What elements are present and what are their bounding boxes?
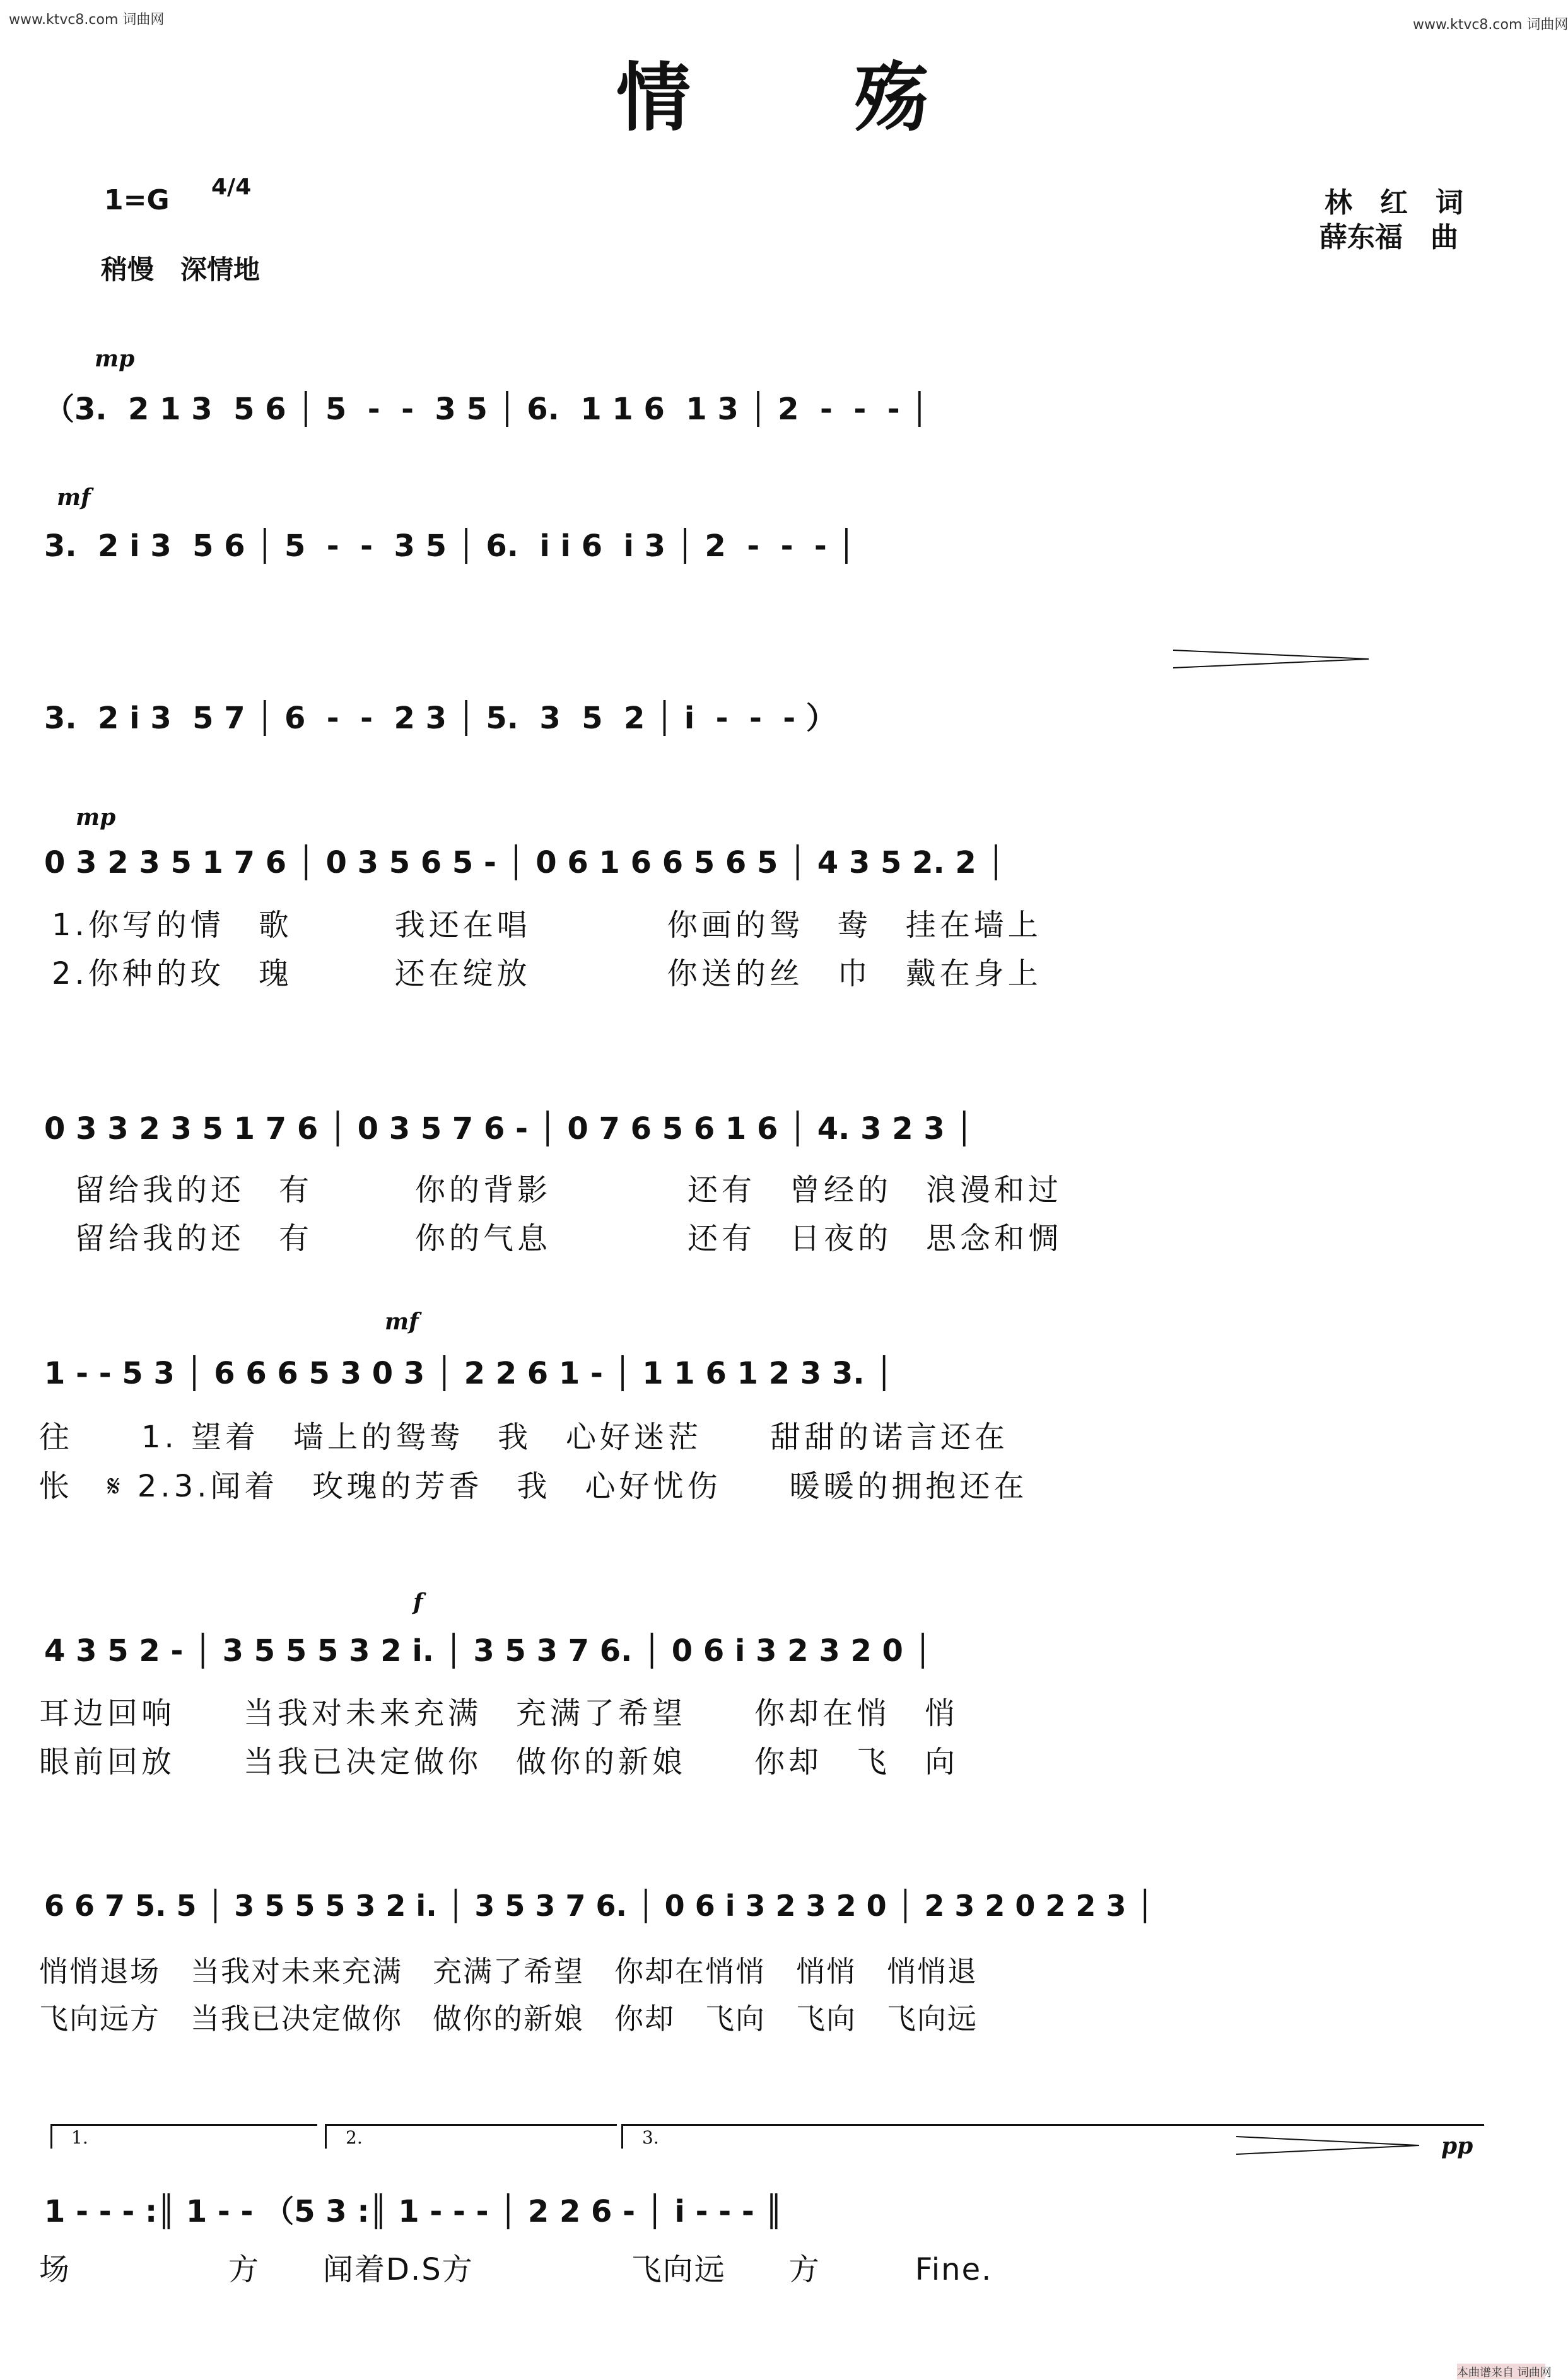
volta-bracket-2 [325, 2124, 617, 2149]
lyrics-verse-1: 悄悄退场 当我对未来充满 充满了希望 你却在悄悄 悄悄 悄悄退 [39, 1954, 978, 1988]
lyrics-verse-1: 1.你写的情 歌 我还在唱 你画的鸳 鸯 挂在墙上 [52, 907, 1042, 943]
key-signature: 1=G [104, 184, 170, 216]
decrescendo-hairpin [1236, 2132, 1425, 2157]
lyrics-verse-1: 留给我的还 有 你的背影 还有 曾经的 浪漫和过 [74, 1172, 1063, 1208]
song-title: 情殇 [616, 54, 1093, 141]
lyrics-verse-1: 场 方 闻着D.S方 飞向远 方 Fine. [39, 2252, 993, 2287]
lyrics-verse-1: 耳边回响 当我对未来充满 充满了希望 你却在悄 悄 [39, 1696, 959, 1731]
lyrics-verse-2: 2.你种的玫 瑰 还在绽放 你送的丝 巾 戴在身上 [52, 956, 1042, 991]
lyrics-verse-2: 留给我的还 有 你的气息 还有 日夜的 思念和惆 [74, 1221, 1063, 1256]
volta-bracket-1 [50, 2124, 317, 2149]
lyricist-credit: 林 红 词 [1325, 187, 1463, 219]
dynamic-mark: pp [1441, 2133, 1473, 2159]
time-signature: 4/4 [211, 174, 252, 200]
volta-label: 3. [642, 2127, 659, 2148]
notation-line: 4 3 5 2 - │ 3 5 5 5 3 2 i. │ 3 5 3 7 6. │ 0 6 i 3 2 3 2 0 │ [44, 1633, 932, 1669]
dynamic-mark: mp [95, 346, 135, 372]
lyrics-verse-2: 眼前回放 当我已决定做你 做你的新娘 你却 飞 向 [39, 1744, 959, 1780]
notation-line: 3. 2 i 3 5 7 │ 6 - - 2 3 │ 5. 3 5 2 │ i - - - ） [44, 701, 836, 736]
dynamic-mark: mf [57, 484, 91, 511]
lyrics-verse-2: 怅 𝄋 2.3.闻着 玫瑰的芳香 我 心好忧伤 暖暖的拥抱还在 [39, 1469, 1028, 1504]
footer-source: 本曲谱来自 词曲网 [1457, 2366, 1552, 2379]
notation-line: 3. 2 i 3 5 6 │ 5 - - 3 5 │ 6. i i 6 i 3 │ 2 - - - │ [44, 528, 856, 564]
site-watermark-right: www.ktvc8.com 词曲网 [1413, 17, 1568, 33]
volta-label: 1. [71, 2127, 88, 2148]
dynamic-mark: f [413, 1589, 423, 1616]
volta-label: 2. [346, 2127, 363, 2148]
lyrics-verse-1: 往 1. 望着 墙上的鸳鸯 我 心好迷茫 甜甜的诺言还在 [39, 1420, 1009, 1455]
notation-line: 0 3 2 3 5 1 7 6 │ 0 3 5 6 5 - │ 0 6 1 6 6 5 6 5 │ 4 3 5 2. 2 │ [44, 845, 1005, 880]
notation-line: 6 6 7 5. 5 │ 3 5 5 5 3 2 i. │ 3 5 3 7 6. │ 0 6 i 3 2 3 2 0 │ 2 3 2 0 2 2 3 │ [44, 1889, 1154, 1923]
notation-line: 1 - - 5 3 │ 6 6 6 5 3 0 3 │ 2 2 6 1 - │ 1 1 6 1 2 3 3. │ [44, 1356, 894, 1391]
notation-line: 0 3 3 2 3 5 1 7 6 │ 0 3 5 7 6 - │ 0 7 6 5 6 1 6 │ 4. 3 2 3 │ [44, 1111, 974, 1146]
dynamic-mark: mp [76, 804, 116, 831]
dynamic-mark: mf [385, 1309, 419, 1335]
tempo-marking: 稍慢 深情地 [101, 254, 260, 285]
site-watermark-left: www.ktvc8.com 词曲网 [9, 12, 165, 28]
notation-line: 1 - - - :║ 1 - - （5 3 :║ 1 - - - │ 2 2 6 - │ i - - - ║ [44, 2194, 783, 2229]
decrescendo-hairpin [1173, 646, 1375, 672]
notation-line: （3. 2 1 3 5 6 │ 5 - - 3 5 │ 6. 1 1 6 1 3 │ 2 - - - │ [44, 392, 929, 427]
composer-credit: 薛东福 曲 [1319, 221, 1458, 254]
lyrics-verse-2: 飞向远方 当我已决定做你 做你的新娘 你却 飞向 飞向 飞向远 [39, 2002, 978, 2036]
